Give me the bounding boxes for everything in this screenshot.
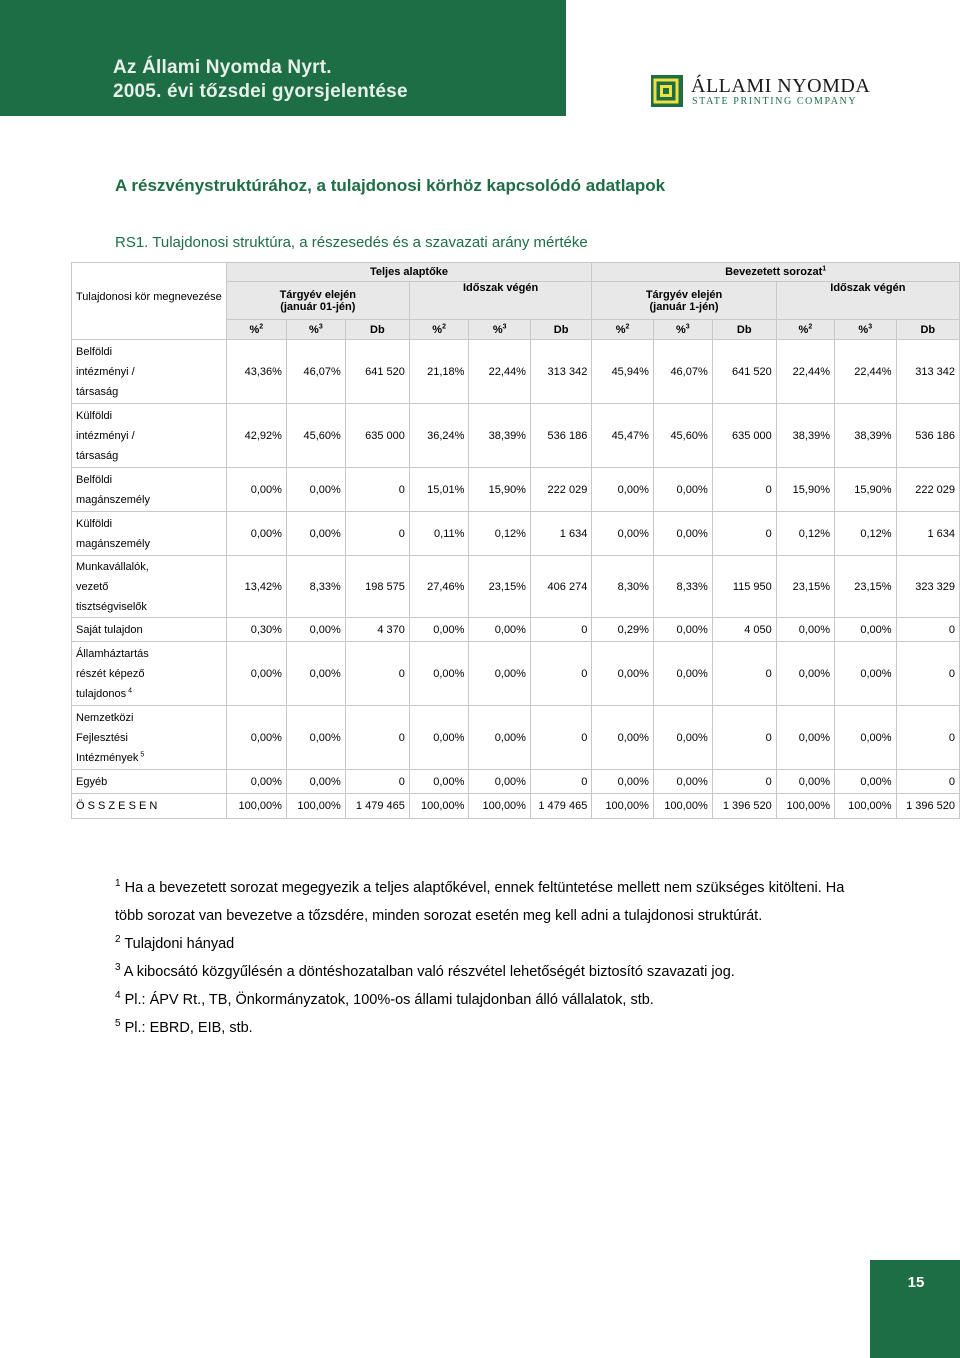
table-cell: 0	[712, 512, 776, 556]
table-title: RS1. Tulajdonosi struktúra, a részesedés és a szavazati arány mértéke	[115, 234, 588, 251]
table-cell: 1 479 465	[345, 794, 409, 819]
table-cell: 38,39%	[834, 404, 896, 468]
table-row	[72, 512, 960, 556]
table-cell: 0,00%	[592, 770, 654, 794]
table-cell: 38,39%	[469, 404, 531, 468]
table-cell: 0,00%	[469, 770, 531, 794]
row-label-line: Külföldi	[76, 517, 113, 530]
ownership-table	[71, 262, 960, 819]
row-label-line: Intézmények	[76, 751, 139, 764]
row-label-line: tulajdonos	[76, 687, 127, 700]
table-cell: 46,07%	[653, 340, 712, 404]
row-label-line: Államháztartás	[76, 647, 149, 660]
table-cell: 1 396 520	[896, 794, 959, 819]
section-title: A részvénystruktúrához, a tulajdonosi körhöz kapcsolódó adatlapok	[115, 176, 666, 195]
row-label-line: vezető	[76, 580, 109, 593]
table-row	[72, 770, 960, 794]
table-cell: 0,12%	[469, 512, 531, 556]
row-label-line: Belföldi	[76, 345, 113, 358]
table-cell: 0,00%	[653, 618, 712, 642]
table-cell: 45,60%	[653, 404, 712, 468]
table-cell: 0,00%	[226, 642, 286, 706]
table-cell: 0	[345, 642, 409, 706]
logo-subtitle: STATE PRINTING COMPANY	[692, 96, 858, 107]
table-cell: 0,00%	[286, 642, 345, 706]
row-label	[72, 404, 227, 468]
table-cell: 22,44%	[469, 340, 531, 404]
table-cell: 0,00%	[409, 642, 469, 706]
table-row	[72, 794, 960, 819]
table-cell: 198 575	[345, 556, 409, 618]
footnotes	[115, 874, 875, 1042]
col-pct2: %$^2$	[409, 320, 469, 340]
table-cell: 43,36%	[226, 340, 286, 404]
table-cell: 0,00%	[226, 468, 286, 512]
table-row	[72, 340, 960, 404]
table-cell: 0,11%	[409, 512, 469, 556]
group-header-listed-series: Bevezetett sorozat$^1$	[592, 263, 960, 282]
table-cell: 0	[530, 618, 591, 642]
col-pct2: %$^2$	[226, 320, 286, 340]
table-cell: 100,00%	[834, 794, 896, 819]
table-row	[72, 404, 960, 468]
row-label-line: Nemzetközi	[76, 711, 134, 724]
row-label-line: Belföldi	[76, 473, 113, 486]
table-row	[72, 468, 960, 512]
table-cell: 0	[530, 706, 591, 770]
table-cell: 42,92%	[226, 404, 286, 468]
col-pct3: %$^3$	[469, 320, 531, 340]
table-cell: 0	[345, 706, 409, 770]
table-cell: 0,29%	[592, 618, 654, 642]
table-cell: 0,00%	[776, 706, 834, 770]
col-db: Db	[345, 320, 409, 340]
table-cell: 0,00%	[834, 642, 896, 706]
col-pct2: %$^2$	[776, 320, 834, 340]
col-db: Db	[896, 320, 959, 340]
table-cell: 23,15%	[834, 556, 896, 618]
table-cell: 0	[712, 468, 776, 512]
table-cell: 1 634	[530, 512, 591, 556]
row-label-line: részét képező	[76, 667, 145, 680]
table-cell: 0,00%	[653, 642, 712, 706]
period-end-header: Időszak végén	[776, 282, 959, 320]
table-cell: 100,00%	[592, 794, 654, 819]
table-cell: 100,00%	[776, 794, 834, 819]
table-cell: 100,00%	[226, 794, 286, 819]
logo-mark-icon	[651, 75, 683, 107]
table-cell: 0	[345, 468, 409, 512]
col-db: Db	[530, 320, 591, 340]
table-cell: 0,30%	[226, 618, 286, 642]
table-cell: 313 342	[530, 340, 591, 404]
row-label-line: Munkavállalók,	[76, 560, 149, 573]
table-cell: 0,00%	[286, 706, 345, 770]
table-cell: 536 186	[896, 404, 959, 468]
table-cell: 0,00%	[834, 770, 896, 794]
header-band	[0, 0, 566, 116]
table-cell: 0,00%	[592, 468, 654, 512]
table-cell: 1 479 465	[530, 794, 591, 819]
table-cell: 21,18%	[409, 340, 469, 404]
row-label	[72, 340, 227, 404]
table-cell: 100,00%	[286, 794, 345, 819]
table-cell: 0,00%	[653, 706, 712, 770]
table-cell: 0,00%	[409, 770, 469, 794]
table-cell: 0	[345, 770, 409, 794]
table-cell: 23,15%	[469, 556, 531, 618]
table-cell: 0,00%	[286, 512, 345, 556]
table-cell: 8,30%	[592, 556, 654, 618]
table-cell: 0	[345, 512, 409, 556]
table-cell: 36,24%	[409, 404, 469, 468]
table-cell: 23,15%	[776, 556, 834, 618]
table-cell: 635 000	[712, 404, 776, 468]
table-cell: 15,90%	[469, 468, 531, 512]
col-pct3: %$^3$	[653, 320, 712, 340]
row-label: Államháztartás részét képező tulajdonos $^4$	[72, 642, 227, 706]
row-label: Egyéb	[72, 770, 227, 794]
col-db: Db	[712, 320, 776, 340]
table-cell: 0	[530, 770, 591, 794]
row-label: Ö S S Z E S E N	[72, 794, 227, 819]
period-start-header: Tárgyév elején (január 1-jén)	[592, 282, 776, 320]
report-title	[113, 56, 408, 104]
table-cell: 0,00%	[776, 642, 834, 706]
table-cell: 0,00%	[834, 706, 896, 770]
table-cell: 406 274	[530, 556, 591, 618]
table-cell: 100,00%	[653, 794, 712, 819]
row-label-line: intézményi /	[76, 429, 135, 442]
row-label-line: intézményi /	[76, 365, 135, 378]
col-pct3: %$^3$	[834, 320, 896, 340]
table-cell: 38,39%	[776, 404, 834, 468]
table-cell: 641 520	[712, 340, 776, 404]
table-row	[72, 556, 960, 618]
table-cell: 0	[530, 642, 591, 706]
table-cell: 641 520	[345, 340, 409, 404]
table-cell: 0,00%	[469, 706, 531, 770]
footnote: $^4$ Pl.: ÁPV Rt., TB, Önkormányzatok, 100%-os állami tulajdonban álló vállalatok, stb.	[115, 990, 654, 1008]
period-start-header: Tárgyév elején (január 01-jén)	[226, 282, 409, 320]
footnote: $^5$ Pl.: EBRD, EIB, stb.	[115, 1018, 253, 1036]
table-cell: 15,01%	[409, 468, 469, 512]
table-cell: 0,00%	[592, 642, 654, 706]
table-cell: 0,00%	[226, 770, 286, 794]
table-cell: 115 950	[712, 556, 776, 618]
row-label-line: Külföldi	[76, 409, 113, 422]
footnote: $^3$ A kibocsátó közgyűlésén a döntéshozatalban való részvétel lehetőségét biztosító szavazati jog.	[115, 962, 735, 980]
logo-name: ÁLLAMI NYOMDA	[691, 75, 871, 97]
table-row	[72, 618, 960, 642]
table-cell: 1 396 520	[712, 794, 776, 819]
footnote: $^2$ Tulajdoni hányad	[115, 934, 235, 952]
col-pct2: %$^2$	[592, 320, 654, 340]
table-cell: 0	[712, 770, 776, 794]
row-label-line: tisztségviselők	[76, 600, 147, 613]
table-cell: 45,60%	[286, 404, 345, 468]
table-cell: 8,33%	[653, 556, 712, 618]
table-cell: 15,90%	[834, 468, 896, 512]
table-cell: 0	[896, 642, 959, 706]
report-title-line2: 2005. évi tőzsdei gyorsjelentése	[113, 81, 408, 102]
table-cell: 100,00%	[469, 794, 531, 819]
table-cell: 0	[712, 642, 776, 706]
table-cell: 13,42%	[226, 556, 286, 618]
table-cell: 0	[896, 618, 959, 642]
row-label-line: társaság	[76, 385, 119, 398]
owner-column-header: Tulajdonosi kör megnevezése	[72, 263, 227, 340]
page-number-box	[870, 1260, 960, 1358]
table-body	[72, 340, 960, 819]
table-cell: 0,00%	[286, 618, 345, 642]
row-label: Nemzetközi Fejlesztési Intézmények $^5$	[72, 706, 227, 770]
table-cell: 4 050	[712, 618, 776, 642]
group-header-total-capital: Teljes alaptőke	[226, 263, 592, 282]
table-cell: 0,00%	[226, 706, 286, 770]
page-number: 15	[907, 1274, 925, 1291]
table-cell: 0,00%	[592, 512, 654, 556]
table-cell: 0,00%	[409, 706, 469, 770]
table-cell: 222 029	[896, 468, 959, 512]
table-cell: 0,00%	[469, 618, 531, 642]
table-cell: 0,12%	[834, 512, 896, 556]
table-cell: 0,12%	[776, 512, 834, 556]
table-cell: 313 342	[896, 340, 959, 404]
table-cell: 15,90%	[776, 468, 834, 512]
table-cell: 323 329	[896, 556, 959, 618]
table-cell: 1 634	[896, 512, 959, 556]
table-cell: 635 000	[345, 404, 409, 468]
table-cell: 8,33%	[286, 556, 345, 618]
table-cell: 22,44%	[834, 340, 896, 404]
table-cell: 0,00%	[469, 642, 531, 706]
table-cell: 0	[712, 706, 776, 770]
row-label-line: társaság	[76, 449, 119, 462]
report-title-line1: Az Állami Nyomda Nyrt.	[113, 57, 332, 78]
table-cell: 0,00%	[776, 618, 834, 642]
period-end-header: Időszak végén	[409, 282, 591, 320]
row-label-line: Fejlesztési	[76, 731, 128, 744]
table-row	[72, 706, 960, 770]
table-cell: 222 029	[530, 468, 591, 512]
table-cell: 0	[896, 770, 959, 794]
table-row	[72, 642, 960, 706]
table-cell: 0,00%	[653, 770, 712, 794]
table-cell: 100,00%	[409, 794, 469, 819]
row-label	[72, 512, 227, 556]
row-label-line: magánszemély	[76, 493, 150, 506]
table-cell: 0,00%	[653, 512, 712, 556]
table-cell: 22,44%	[776, 340, 834, 404]
table-cell: 0,00%	[409, 618, 469, 642]
table-cell: 46,07%	[286, 340, 345, 404]
table-cell: 27,46%	[409, 556, 469, 618]
table-cell: 0,00%	[653, 468, 712, 512]
footnote: $^1$ Ha a bevezetett sorozat megegyezik a teljes alaptőkével, ennek feltüntetése mellett nem szükséges kitölteni. Ha több sorozat van bevezetve a tőzsdére, minden sorozat esetén meg kell adni a tulajdonosi struktúrát.	[115, 878, 845, 924]
table-cell: 45,94%	[592, 340, 654, 404]
table-cell: 0,00%	[286, 468, 345, 512]
table-cell: 0,00%	[286, 770, 345, 794]
table-cell: 4 370	[345, 618, 409, 642]
col-pct3: %$^3$	[286, 320, 345, 340]
table-cell: 536 186	[530, 404, 591, 468]
table-cell: 0	[896, 706, 959, 770]
table-cell: 45,47%	[592, 404, 654, 468]
table-cell: 0,00%	[226, 512, 286, 556]
row-label: Saját tulajdon	[72, 618, 227, 642]
table-cell: 0,00%	[592, 706, 654, 770]
row-label-line: magánszemély	[76, 537, 150, 550]
table-cell: 0,00%	[834, 618, 896, 642]
row-label	[72, 468, 227, 512]
table-cell: 0,00%	[776, 770, 834, 794]
row-label	[72, 556, 227, 618]
